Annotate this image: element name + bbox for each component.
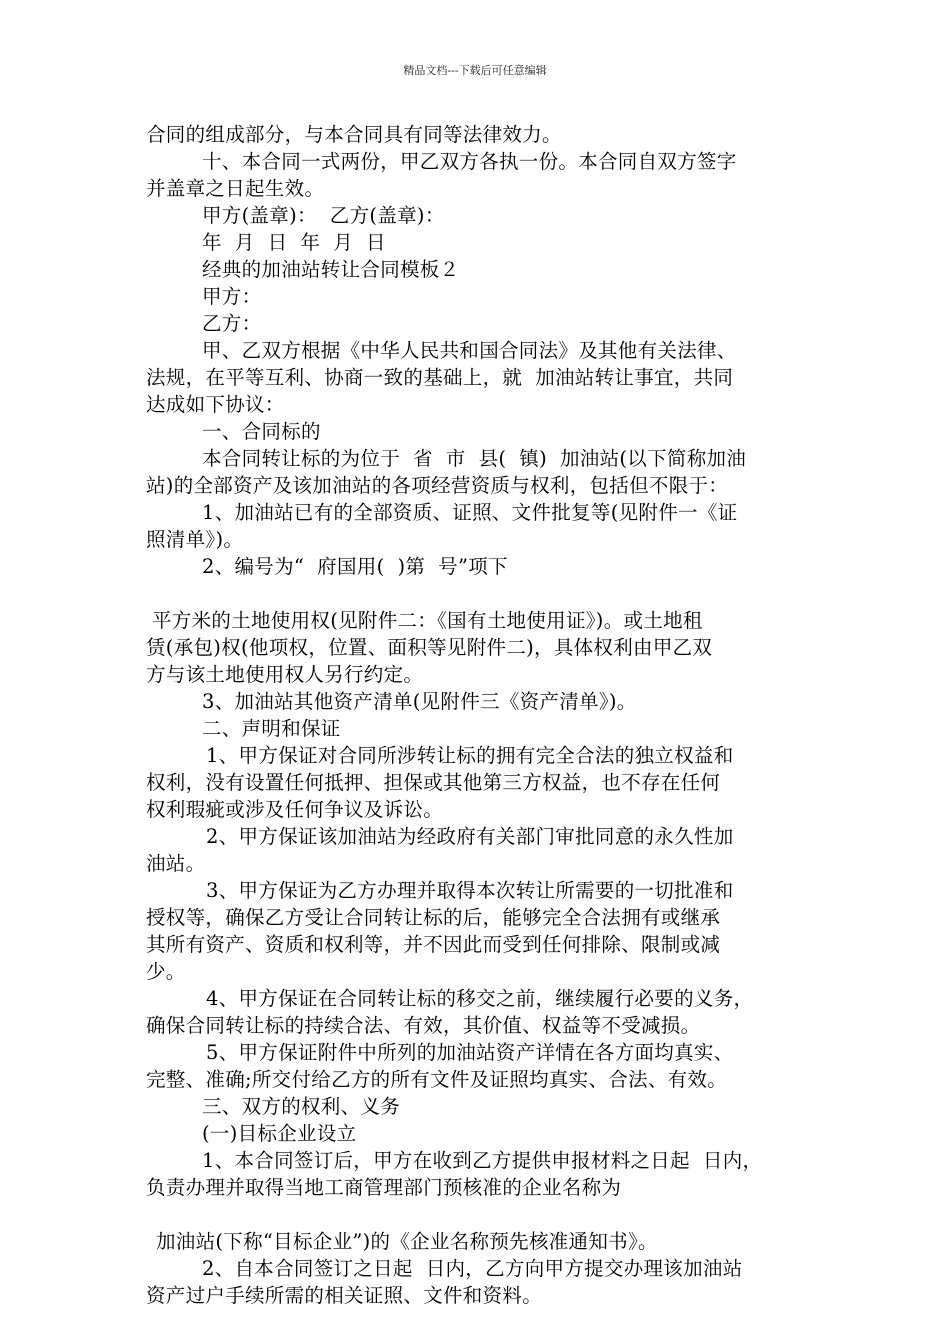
text-line: 法规，在平等互利、协商一致的基础上，就 加油站转让事宜，共同 — [146, 366, 734, 389]
text-line: 2、自本合同签订之日起 日内，乙方向甲方提交办理该加油站 — [202, 1257, 743, 1280]
text-line: 经典的加油站转让合同模板２ — [202, 258, 460, 281]
text-line: 负责办理并取得当地工商管理部门预核准的企业名称为 — [146, 1176, 622, 1199]
text-line: 平方米的土地使用权(见附件二：《国有土地使用证》)。或土地租 — [152, 609, 703, 632]
text-line: 完整、准确;所交付给乙方的所有文件及证照均真实、合法、有效。 — [146, 1068, 728, 1091]
text-line: 年 月 日 年 月 日 — [202, 231, 386, 254]
text-line: 少。 — [146, 960, 186, 983]
text-line: 方与该土地使用权人另行约定。 — [146, 663, 424, 686]
text-line: 乙方： — [202, 312, 262, 335]
text-line: 达成如下协议： — [146, 393, 285, 416]
text-line: 权利瑕疵或涉及任何争议及诉讼。 — [146, 798, 444, 821]
text-line: 授权等，确保乙方受让合同转让标的后，能够完全合法拥有或继承 — [146, 906, 721, 929]
text-line: 2、甲方保证该加油站为经政府有关部门审批同意的永久性加 — [206, 825, 734, 848]
text-line: (一)目标企业设立 — [202, 1122, 357, 1145]
text-line: 1、本合同签订后，甲方在收到乙方提供申报材料之日起 日内， — [202, 1149, 763, 1172]
text-line: 油站。 — [146, 852, 206, 875]
text-line: 并盖章之日起生效。 — [146, 177, 325, 200]
text-line: 加油站(下称“目标企业”)的《企业名称预先核准通知书》。 — [156, 1230, 658, 1253]
text-line: 4、甲方保证在合同转让标的移交之前，继续履行必要的义务， — [206, 987, 754, 1010]
text-line: 甲方： — [202, 285, 262, 308]
text-line: 甲、乙双方根据《中华人民共和国合同法》及其他有关法律、 — [202, 339, 737, 362]
text-line: 二、声明和保证 — [202, 717, 341, 740]
text-line: 合同的组成部分，与本合同具有同等法律效力。 — [146, 123, 562, 146]
text-line: 赁(承包)权(他项权，位置、面积等见附件二)，具体权利由甲乙双 — [146, 636, 713, 659]
text-line: 照清单》)。 — [146, 528, 244, 551]
text-line: 资产过户手续所需的相关证照、文件和资料。 — [146, 1284, 543, 1307]
text-line: 确保合同转让标的持续合法、有效，其价值、权益等不受减损。 — [146, 1014, 701, 1037]
text-line: 3、加油站其他资产清单(见附件三《资产清单》)。 — [202, 690, 637, 713]
text-line: 5、甲方保证附件中所列的加油站资产详情在各方面均真实、 — [206, 1041, 734, 1064]
text-line: 1、甲方保证对合同所涉转让标的拥有完全合法的独立权益和 — [206, 744, 734, 767]
text-line: 站)的全部资产及该加油站的各项经营资质与权利，包括但不限于： — [146, 474, 729, 497]
text-line: 三、双方的权利、义务 — [202, 1095, 401, 1118]
text-line: 甲方(盖章)： 乙方(盖章)： — [202, 204, 445, 227]
text-line: 权利，没有设置任何抵押、担保或其他第三方权益，也不存在任何 — [146, 771, 721, 794]
text-line: 其所有资产、资质和权利等，并不因此而受到任何排除、限制或减 — [146, 933, 721, 956]
text-line: 3、甲方保证为乙方办理并取得本次转让所需要的一切批准和 — [206, 879, 734, 902]
text-line: 本合同转让标的为位于 省 市 县( 镇) 加油站(以下简称加油 — [202, 447, 747, 470]
text-line: 1、加油站已有的全部资质、证照、文件批复等(见附件一《证 — [202, 501, 738, 524]
page-header: 精品文档---下载后可任意编辑 — [403, 64, 547, 77]
text-line: 2、编号为“ 府国用( )第 号”项下 — [202, 555, 508, 578]
text-line: 一、合同标的 — [202, 420, 321, 443]
text-line: 十、本合同一式两份，甲乙双方各执一份。本合同自双方签字 — [202, 150, 737, 173]
